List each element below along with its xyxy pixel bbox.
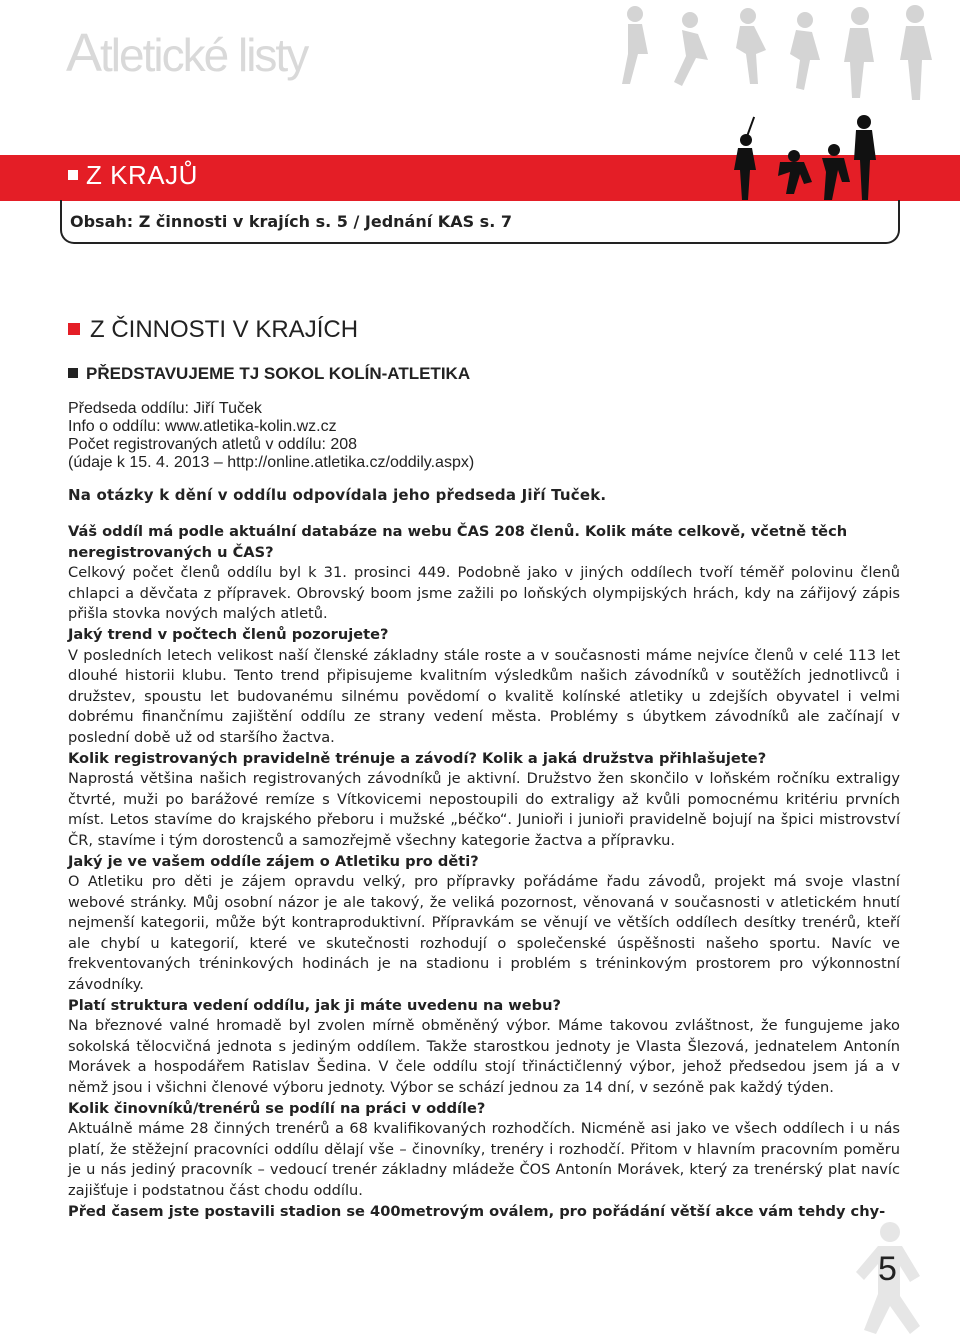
answer-1: Celkový počet členů oddílu byl k 31. prosinci 449. Podobně jako v jiných oddílech tvoří téměř polovinu členů chlapci a děvčata z přípravek. Obrovský boom jsme zažili po loňských olympijských hrách, kdy na zářijový zápis přišla stovka nových malých atletů. [68, 564, 900, 623]
question-7: Před časem jste postavili stadion se 400metrovým oválem, pro pořádání větší akce vám tehdy chy- [68, 1202, 886, 1220]
article-subheading [68, 364, 900, 384]
interview-intro: Na otázky k dění v oddílu odpovídala jeho předseda Jiří Tuček. [68, 486, 607, 504]
question-3: Kolik registrovaných pravidelně trénuje a závodí? Kolik a jaká družstva přihlašujete? [68, 749, 767, 767]
question-2: Jaký trend v počtech členů pozorujete? [68, 625, 389, 643]
article-heading-text: Z ČINNOSTI V KRAJÍCH [90, 316, 359, 343]
magazine-title [66, 22, 307, 84]
page-number: 5 [878, 1250, 897, 1288]
question-5: Platí struktura vedení oddílu, jak ji máte uvedenu na webu? [68, 996, 561, 1014]
answer-6: Aktuálně máme 28 činných trenérů a 68 kvalifikovaných rozhodčích. Nicméně asi jako ve všech oddílech i u nás platí, že stěžejní pracovníci oddílu dělají vše – činovníky, trenéry i rozhodčí. Přitom v hlavním pracovním poměru je u nás jediný pracovník – vedoucí trenér základny mládeže ČOS Antonín Morávek, který za trenérský plat navíc zajišťuje i podstatnou část chodu oddílu. [68, 1120, 900, 1199]
magazine-title-rest: tletické listy [100, 29, 308, 81]
athlete-silhouette-icon [560, 0, 960, 115]
club-member-count: Počet registrovaných atletů v oddílu: 208 [68, 436, 358, 453]
answer-4: O Atletiku pro děti je zájem opravdu velký, pro přípravky pořádáme řadu závodů, projekt má svoje vlastní webové stránky. Můj osobní názor je ale takový, že veliká pozornost, věnovaná v současnosti v atletickém hnutí nejmenší kategorii, může být kontraproduktivní. Přípravkám se věnují ve větších oddílech desítky trenérů, kteří ale chybí u kategorií, které ve skutečnosti rozhodují o společenské úspěšnosti našeho sportu. Navíc ve frekventovaných tréninkových hodinách je na stadionu i problém s tréninkovým prostorem pro výkonnostní závodníky. [68, 873, 900, 994]
club-website: Info o oddílu: www.atletika-kolin.wz.cz [68, 418, 337, 435]
section-title-text: Z KRAJŮ [86, 160, 198, 190]
answer-2: V posledních letech velikost naší členské základny stále roste a v současnosti máme nejvíce členů v celé 113 let dlouhé historii klubu. Tento trend připisujeme kvalitním výsledkům našich závodníků v soutěžích jednotlivců i družstev, spoustu let budovanému silnému povědomí o kvalitě kolínské atletiky u zdejších obyvatel i velmi dobrému finančnímu zajištění oddílu ze strany vedení města. Problémy s úbytkem závodníků ale začínají v poslední době už od staršího žactva. [68, 646, 900, 746]
athlete-silhouette-icon [724, 108, 884, 204]
magazine-title-initial: A [66, 23, 101, 83]
square-bullet-icon [68, 323, 80, 335]
club-info [68, 400, 900, 472]
question-4: Jaký je ve vašem oddíle zájem o Atletiku pro děti? [68, 852, 479, 870]
article-subheading-text: PŘEDSTAVUJEME TJ SOKOL KOLÍN-ATLETIKA [86, 364, 471, 383]
square-bullet-icon [68, 368, 78, 378]
answer-3: Naprostá většina našich registrovaných závodníků je aktivní. Družstvo žen skončilo v loňském ročníku extraligy čtvrté, muži po barážové remíze s Vítkovicemi nepostoupili do extraligy až kvůli pomocnému kritériu prvních míst. Letos stavíme do krajského přeboru i mužské „béčko“. Junioři i junioři pravidelně bojují na špici mistrovství ČR, stavíme i tým dorostenců a samozřejmě všechny kategorie žactva a přípravku. [68, 770, 900, 849]
square-bullet-icon [68, 170, 78, 180]
club-chairman: Předseda oddílu: Jiří Tuček [68, 400, 262, 417]
answer-5: Na březnové valné hromadě byl zvolen mírně obměněný výbor. Máme takovou zvláštnost, že fungujeme jako sokolská tělocvičná jednota s jediným oddílem. Takže starostkou jednoty je Vlasta Šlezová, jednatelem Antonín Morávek a hospodářem Ratislav Šedina. V čele oddílu stojí třináctičlenný výbor, jehož předsedou jsem já a v němž jsou i všichni členové výboru jednoty. Výbor se schází jednou za 14 dní, v sezóně pak každý týden. [68, 1017, 900, 1097]
article-heading [68, 316, 900, 344]
article [68, 316, 900, 1222]
question-1: Váš oddíl má podle aktuální databáze na webu ČAS 208 členů. Kolik máte celkově, včetně těch neregistrovaných u ČAS? [68, 523, 848, 561]
section-title [68, 160, 198, 191]
club-data-source: (údaje k 15. 4. 2013 – http://online.atletika.cz/oddily.aspx) [68, 454, 475, 471]
contents-text: Obsah: Z činnosti v krajích s. 5 / Jednání KAS s. 7 [70, 212, 512, 231]
question-6: Kolik činovníků/trenérů se podílí na práci v oddíle? [68, 1099, 486, 1117]
